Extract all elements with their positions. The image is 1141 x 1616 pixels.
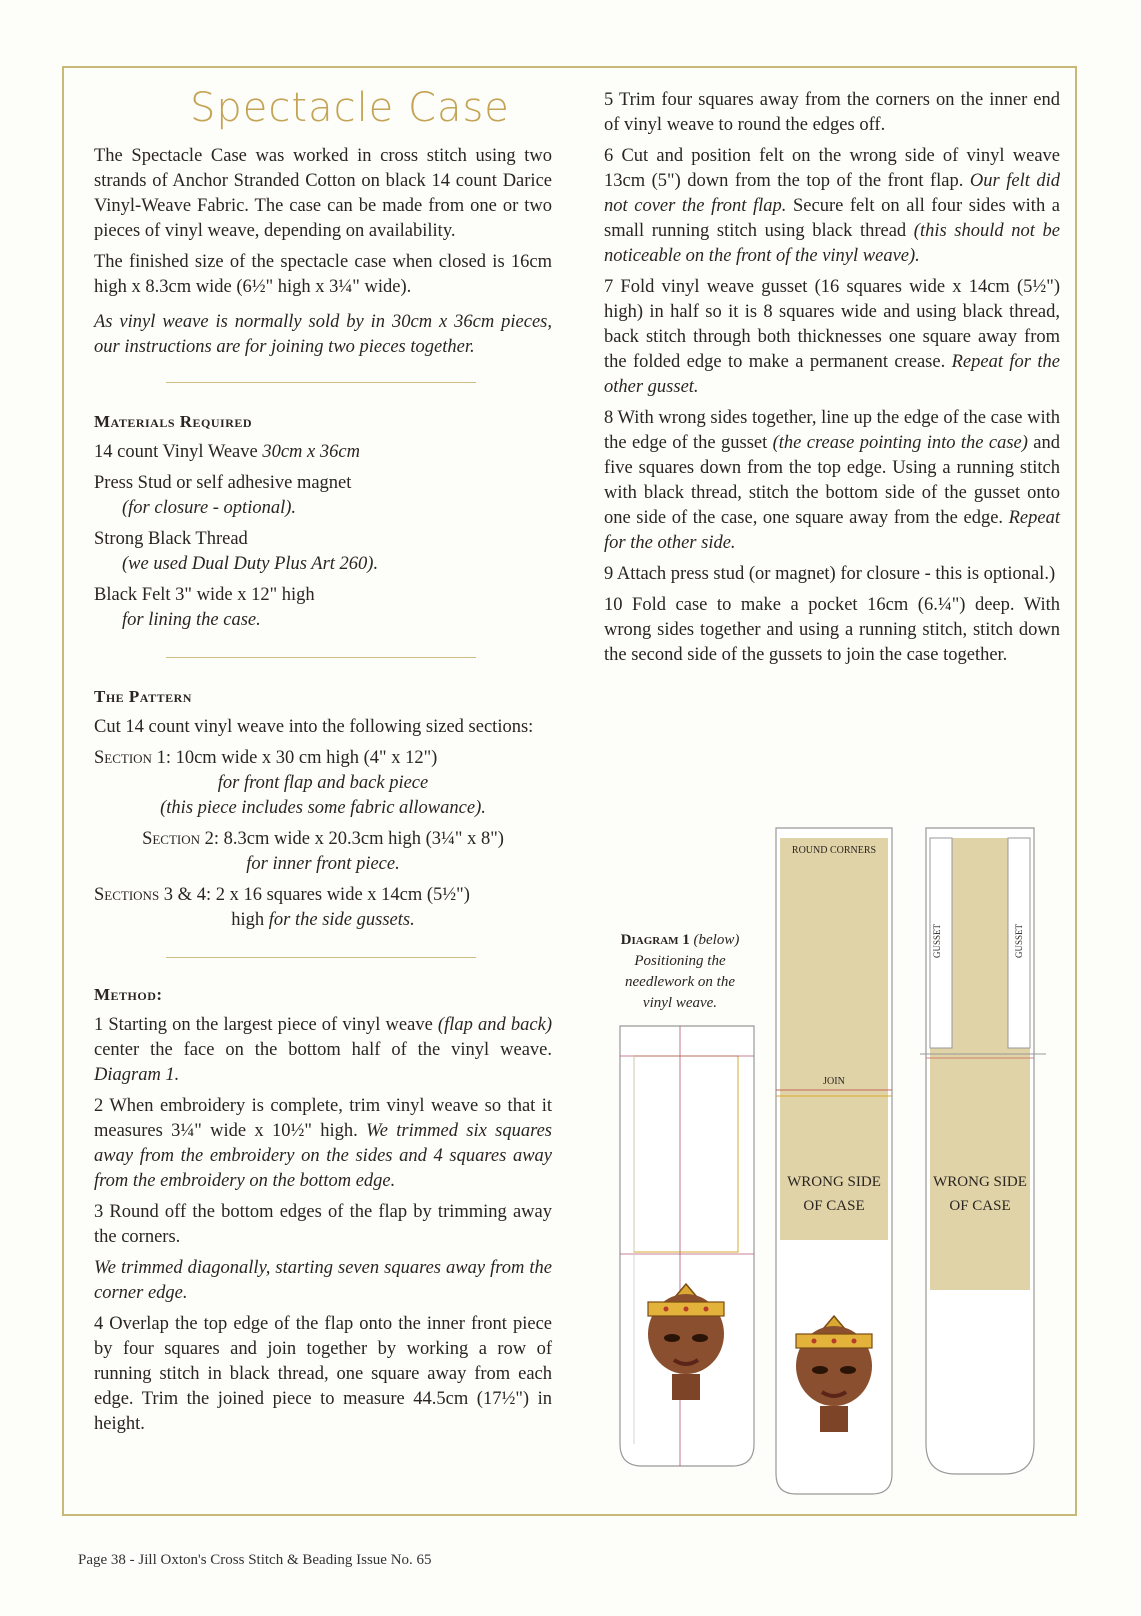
section-1-note: for front flap and back piece xyxy=(217,773,429,793)
method-step-4: 4 Overlap the top edge of the flap onto the inner front piece by four squares and join together by working a row of running stitch in black thread, one square away from each edge. Trim the joined piece to measure 44.5cm (17½") in height. xyxy=(94,1314,552,1434)
wrong-side-label: WRONG SIDE OF CASE xyxy=(933,1174,1027,1214)
page-footer: Page 38 - Jill Oxton's Cross Stitch & Beading Issue No. 65 xyxy=(78,1552,432,1568)
method-step-6: 6 Cut and position felt on the wrong side of vinyl weave 13cm (5") down from the top of the front flap. Our felt did not cover the front flap. Secure felt on all four sides with a small running stitch using black thread (this should not be noticeable on the front of the vinyl weave). xyxy=(604,146,1060,266)
method-step-7: 7 Fold vinyl weave gusset (16 squares wide x 14cm (5½") high) in half so it is 8 squares wide and using black thread, back stitch through both thicknesses one square away from the folded edge to make a permanent crease. Repeat for the other gusset. xyxy=(604,277,1060,397)
method-step-1: 1 Starting on the largest piece of vinyl weave (flap and back) center the face on the bottom half of the vinyl weave. Diagram 1. xyxy=(94,1015,552,1085)
method-step-2: 2 When embroidery is complete, trim vinyl weave so that it measures 3¼" wide x 10½" high. We trimmed six squares away from the embroidery on the sides and 4 squares away from the embroidery on the bottom edge. xyxy=(94,1096,552,1191)
material-item: Press Stud or self adhesive magnet xyxy=(94,473,352,493)
method-step-3-note: We trimmed diagonally, starting seven squares away from the corner edge. xyxy=(94,1258,552,1303)
material-item: 14 count Vinyl Weave 30cm x 36cm xyxy=(94,442,360,462)
material-item: Strong Black Thread xyxy=(94,529,248,549)
diagram-caption: Diagram 1 (below) Positioning the needlework on the vinyl weave. xyxy=(620,932,740,1011)
section-2-note: for inner front piece. xyxy=(246,854,400,874)
section-1: Section 1: 10cm wide x 30 cm high (4" x 12") xyxy=(94,748,438,768)
intro-paragraph-2: The finished size of the spectacle case when closed is 16cm high x 8.3cm wide (6½" high x 3¼" wide). xyxy=(94,252,552,297)
method-step-10: 10 Fold case to make a pocket 16cm (6.¼") deep. With wrong sides together and using a running stitch, stitch down the second side of the gussets to join the case together. xyxy=(604,595,1060,665)
section-1-note: (this piece includes some fabric allowance). xyxy=(160,798,486,818)
intro-note: As vinyl weave is normally sold by in 30cm x 36cm pieces, our instructions are for joining two pieces together. xyxy=(94,312,552,357)
section-3-4: Sections 3 & 4: 2 x 16 squares wide x 14cm (5½") xyxy=(94,885,470,905)
section-2: Section 2: 8.3cm wide x 20.3cm high (3¼" x 8") xyxy=(142,829,504,849)
join-label: JOIN xyxy=(823,1076,845,1087)
material-item: Black Felt 3" wide x 12" high xyxy=(94,585,315,605)
section-3-4-note: high for the side gussets. xyxy=(231,910,415,930)
method-step-9: 9 Attach press stud (or magnet) for closure - this is optional.) xyxy=(604,564,1056,584)
intro-paragraph-1: The Spectacle Case was worked in cross stitch using two strands of Anchor Stranded Cotton on black 14 count Darice Vinyl-Weave Fabric. The case can be made from one or two pieces of vinyl weave, depending on availability. xyxy=(94,146,552,241)
round-corners-label: ROUND CORNERS xyxy=(791,845,877,856)
method-step-8: 8 With wrong sides together, line up the edge of the case with the edge of the gusset (the crease pointing into the case) and five squares down from the top edge. Using a running stitch with black thread, stitch the bottom side of the gusset onto one side of the case, one square away from the edge. Repeat for the other side. xyxy=(604,408,1060,553)
method-heading: Method: xyxy=(94,985,163,1004)
pattern-heading: The Pattern xyxy=(94,687,192,706)
material-note: (for closure - optional). xyxy=(122,498,297,518)
gusset-label: GUSSET xyxy=(1014,924,1024,959)
method-step-3: 3 Round off the bottom edges of the flap by trimming away the corners. xyxy=(94,1202,552,1247)
wrong-side-label: WRONG SIDE OF CASE xyxy=(787,1174,881,1214)
materials-heading: Materials Required xyxy=(94,412,253,431)
material-note: (we used Dual Duty Plus Art 260). xyxy=(122,554,379,574)
pattern-intro: Cut 14 count vinyl weave into the following sized sections: xyxy=(94,717,534,737)
material-note: for lining the case. xyxy=(122,610,261,630)
page-title: Spectacle Case xyxy=(190,85,510,131)
method-step-5: 5 Trim four squares away from the corners on the inner end of vinyl weave to round the edges off. xyxy=(604,90,1060,135)
gusset-label: GUSSET xyxy=(932,924,942,959)
